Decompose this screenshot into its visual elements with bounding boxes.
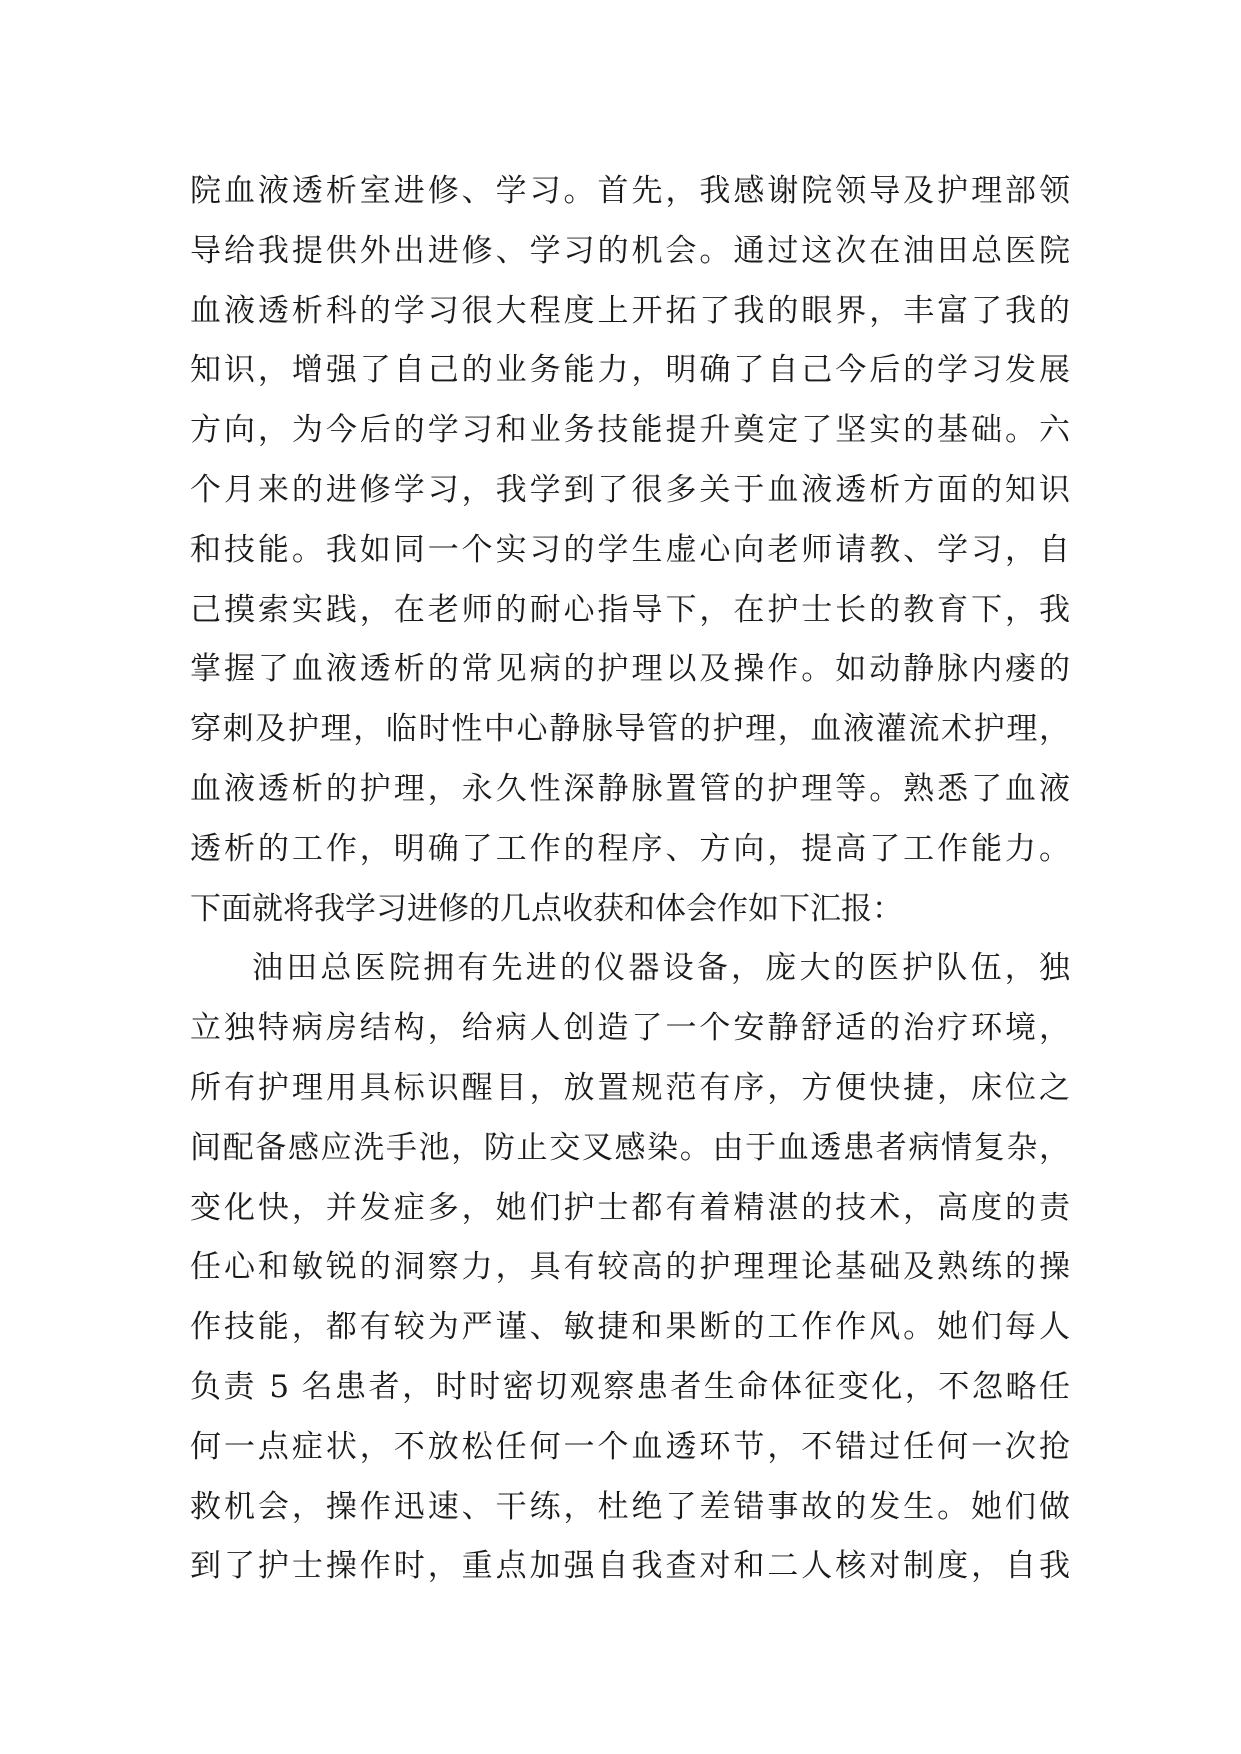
text-line: 透析的工作，明确了工作的程序、方向，提高了工作能力。: [190, 830, 1070, 867]
text-line: 个月来的进修学习，我学到了很多关于血液透析方面的知识: [190, 471, 1070, 508]
text-line: 院血液透析室进修、学习。首先，我感谢院领导及护理部领: [190, 173, 1070, 209]
text-line: 救机会，操作迅速、干练，杜绝了差错事故的发生。她们做: [190, 1488, 1070, 1525]
text-line: 作技能，都有较为严谨、敏捷和果断的工作作风。她们每人: [190, 1309, 1070, 1346]
body-text: [190, 162, 1070, 1597]
text-line: 间配备感应洗手池，防止交叉感染。由于血透患者病情复杂，: [190, 1129, 1070, 1166]
text-line: 到了护士操作时，重点加强自我查对和二人核对制度，自我: [190, 1548, 1070, 1585]
text-line: 穿刺及护理，临时性中心静脉导管的护理，血液灌流术护理，: [190, 711, 1070, 748]
text-line: 立独特病房结构，给病人创造了一个安静舒适的治疗环境，: [190, 1010, 1070, 1047]
text-line: 血液透析的护理，永久性深静脉置管的护理等。熟悉了血液: [190, 770, 1070, 807]
text-line: 方向，为今后的学习和业务技能提升奠定了坚实的基础。六: [190, 412, 1070, 449]
text-line: 掌握了血液透析的常见病的护理以及操作。如动静脉内瘘的: [190, 651, 1070, 688]
text-line: 血液透析科的学习很大程度上开拓了我的眼界，丰富了我的: [190, 292, 1070, 329]
paragraph-start-line: 油田总医院拥有先进的仪器设备，庞大的医护队伍，独: [252, 950, 1070, 987]
text-line: 任心和敏锐的洞察力，具有较高的护理理论基础及熟练的操: [190, 1249, 1070, 1286]
text-line: 变化快，并发症多，她们护士都有着精湛的技术，高度的责: [190, 1189, 1070, 1226]
text-line: 己摸索实践，在老师的耐心指导下，在护士长的教育下，我: [190, 591, 1070, 628]
text-line: 负责 5 名患者，时时密切观察患者生命体征变化，不忽略任: [190, 1368, 1070, 1405]
text-line: 知识，增强了自己的业务能力，明确了自己今后的学习发展: [190, 352, 1070, 389]
text-line: 何一点症状，不放松任何一个血透环节，不错过任何一次抢: [190, 1428, 1070, 1465]
text-line: 导给我提供外出进修、学习的机会。通过这次在油田总医院: [190, 232, 1070, 269]
paragraph-end-line: 下面就将我学习进修的几点收获和体会作如下汇报：: [190, 890, 903, 927]
text-line: 所有护理用具标识醒目，放置规范有序，方便快捷，床位之: [190, 1069, 1070, 1106]
text-line: 和技能。我如同一个实习的学生虚心向老师请教、学习，自: [190, 531, 1070, 568]
